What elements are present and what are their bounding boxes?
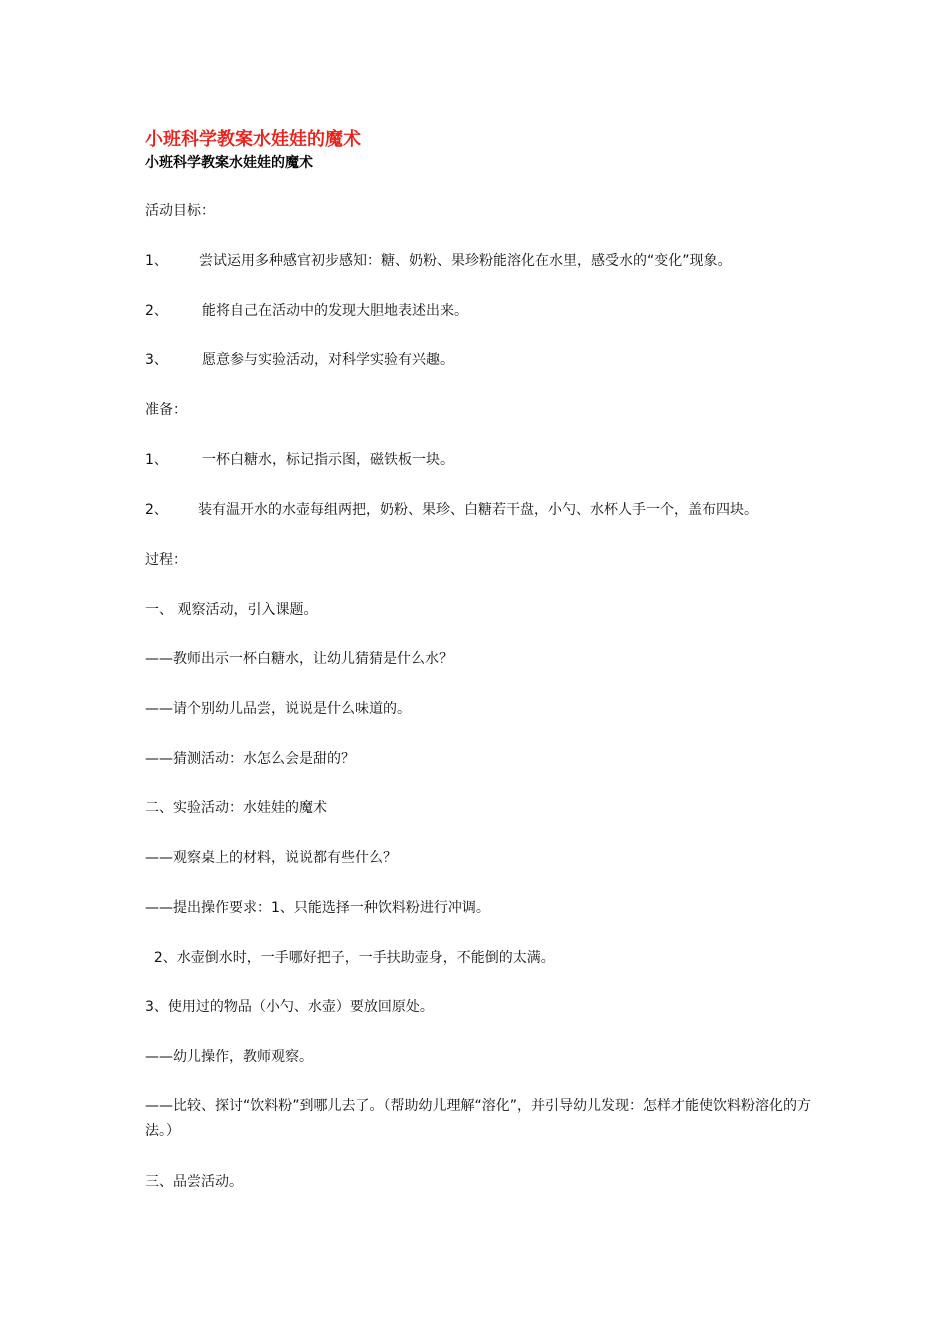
goal-text: 尝试运用多种感官初步感知：糖、奶粉、果珍粉能溶化在水里，感受水的“变化”现象。 <box>199 253 732 269</box>
process-line: ——提出操作要求：1、只能选择一种饮料粉进行冲调。 <box>145 900 490 916</box>
prep-item <box>145 450 454 470</box>
process-line: 一、 观察活动，引入课题。 <box>145 602 318 618</box>
goals-heading: 活动目标： <box>145 203 215 219</box>
process-line: ——幼儿操作，教师观察。 <box>145 1049 313 1065</box>
process-line: 3、使用过的物品（小勺、水壶）要放回原处。 <box>145 999 434 1015</box>
prep-item <box>145 500 758 520</box>
process-line: 2、水壶倒水时，一手哪好把子，一手扶助壶身，不能倒的太满。 <box>145 950 555 966</box>
goal-text: 能将自己在活动中的发现大胆地表述出来。 <box>202 303 468 319</box>
process-line: 三、品尝活动。 <box>145 1174 243 1190</box>
process-line: ——猜测活动：水怎么会是甜的？ <box>145 751 355 767</box>
goal-item <box>145 350 454 370</box>
goal-number: 1、 <box>145 253 168 269</box>
process-line: ——教师出示一杯白糖水，让幼儿猜猜是什么水？ <box>145 651 453 667</box>
process-line: ——比较、探讨“饮料粉”到哪儿去了。（帮助幼儿理解“溶化”，并引导幼儿发现：怎样才能使饮料粉溶化的方法。） <box>145 1098 812 1139</box>
prep-text: 装有温开水的水壶每组两把，奶粉、果珍、白糖若干盘，小勺、水杯人手一个，盖布四块。 <box>198 502 758 518</box>
goal-item <box>145 301 468 321</box>
prep-number: 2、 <box>145 502 168 518</box>
goal-item <box>145 251 732 271</box>
process-line: ——观察桌上的材料，说说都有些什么？ <box>145 850 397 866</box>
process-line: 二、实验活动：水娃娃的魔术 <box>145 800 327 816</box>
goal-number: 3、 <box>145 352 168 368</box>
document-title: 小班科学教案水娃娃的魔术 <box>145 129 361 150</box>
document-subtitle: 小班科学教案水娃娃的魔术 <box>145 155 313 171</box>
prep-text: 一杯白糖水，标记指示图，磁铁板一块。 <box>202 452 454 468</box>
goal-number: 2、 <box>145 303 168 319</box>
prep-number: 1、 <box>145 452 168 468</box>
prep-heading: 准备： <box>145 402 187 418</box>
process-line: ——请个别幼儿品尝，说说是什么味道的。 <box>145 701 411 717</box>
goal-text: 愿意参与实验活动，对科学实验有兴趣。 <box>202 352 454 368</box>
process-heading: 过程： <box>145 552 187 568</box>
